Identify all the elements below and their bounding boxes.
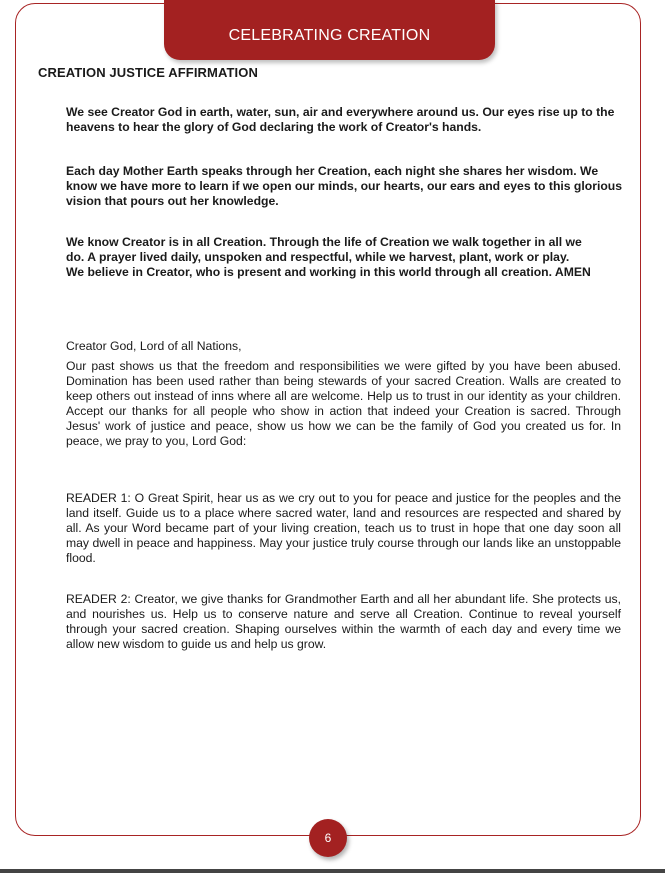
affirmation-paragraph-2: Each day Mother Earth speaks through her Creation, each night she shares her wisdom. We know we have more to learn if we open our minds, our hearts, our ears and eyes to this glorious vision that pours out her knowledge. — [66, 164, 623, 208]
page-title: CELEBRATING CREATION — [228, 27, 431, 44]
reader-2-text: READER 2: Creator, we give thanks for Grandmother Earth and all her abundant life. She protects us, and nourishes us. Help us to conserve nature and serve all Creation. Continue to reveal yourself through your sacred creation. Shaping ourselves within the warmth of each day and every time we allow new wisdom to guide us and help us grow. — [66, 592, 621, 651]
reader-1-text: READER 1: O Great Spirit, hear us as we cry out to you for peace and justice for the peoples and the land itself. Guide us to a place where sacred water, land and resources are respected and shared by all. As your Word became part of your living creation, teach us to trust in hope that one day soon all may dwell in peace and happiness. May your justice truly course through our lands like an unstoppable flood. — [66, 491, 621, 565]
prayer-salutation: Creator God, Lord of all Nations, — [66, 339, 242, 353]
header-tab — [164, 0, 495, 60]
affirmation-line: We believe in Creator, who is present and working in this world through all creation. AMEN — [66, 264, 591, 279]
bottom-divider — [0, 869, 665, 873]
section-heading: CREATION JUSTICE AFFIRMATION — [38, 65, 258, 80]
affirmation-paragraph-1: We see Creator God in earth, water, sun, air and everywhere around us. Our eyes rise up to the heavens to hear the glory of God declaring the work of Creator's hands. — [66, 105, 615, 134]
affirmation-line: We know Creator is in all Creation. Through the life of Creation we walk together in all we — [66, 235, 582, 249]
page-number-badge — [309, 819, 347, 857]
affirmation-line: do. A prayer lived daily, unspoken and respectful, while we harvest, plant, work or play. — [66, 249, 570, 264]
affirmation-paragraph-3 — [66, 235, 636, 279]
page-number: 6 — [324, 831, 332, 845]
prayer-body: Our past shows us that the freedom and responsibilities we were gifted by you have been abused. Domination has been used rather than being stewards of your sacred Creation. Walls are created to keep others out instead of inns where all are welcome. Help us to trust in our identity as your children. Accept our thanks for all people who show in action that indeed your Creation is sacred. Through Jesus' work of justice and peace, show us how we can be the family of God you created us for. In peace, we pray to you, Lord God: — [66, 359, 621, 448]
